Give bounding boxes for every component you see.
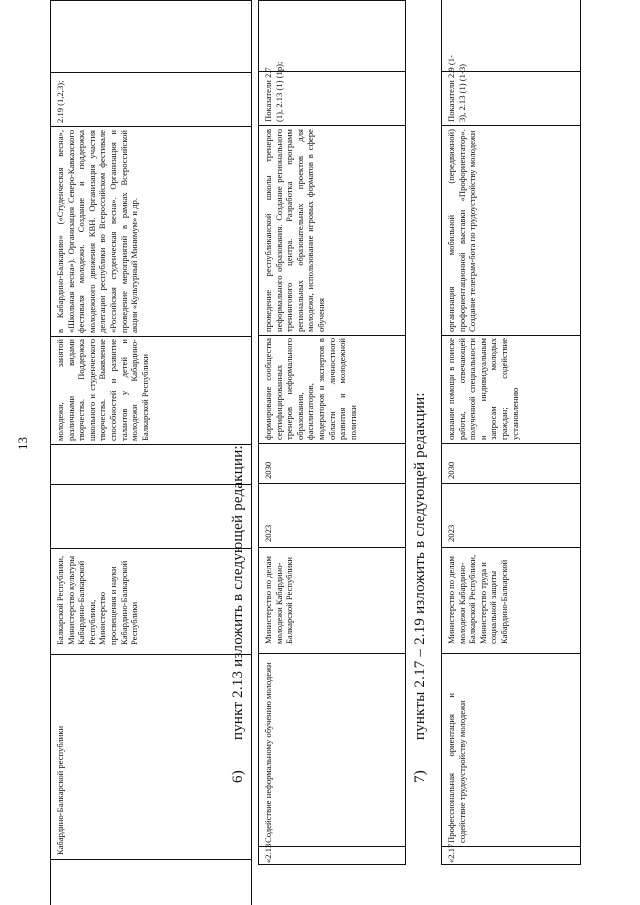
section-6-heading: пункт 2.13 изложить в следующей редакции: xyxy=(230,445,246,740)
table-2-13-result: формирование сообщества сертифицированных тренеров неформального образования, фасилитаторов, модераторов и экспертов в области личностного развития и молодежной политики xyxy=(263,338,358,440)
table-2-17-start: 2023 xyxy=(446,524,456,542)
table-2-13-content: проведение республиканской школы тренеров неформального образования. Создание регионального тренингового центра. Разработка программ региональных образовательных проектов для молодежи, использование игровых форматов в сфере обучения xyxy=(263,129,326,332)
table-2-13-executor: Министерство по делам молодежи Кабардино-Балкарской Республики xyxy=(263,556,295,644)
table-2-13-indicators: Показатели 2.7 (1), 2.13 (1) (1р); xyxy=(263,61,284,122)
table-2-13-end: 2030 xyxy=(263,461,273,479)
table-2-17-result: оказание помощи в поиске работы, отвечающей полученной специальности и индивидуальным запросам молодых граждан; содействие установлению xyxy=(446,338,520,440)
table-2-17-end: 2030 xyxy=(446,461,456,479)
table-2-13-start: 2023 xyxy=(263,524,273,542)
table-2-17 xyxy=(441,0,581,865)
table-2-17-executor: Министерство по делам молодежи Кабардино-Балкарской Республики, Министерство труда и социальной защиты Кабардино-Балкарской xyxy=(446,554,509,644)
section-7-heading: пункты 2.17 – 2.19 изложить в следующей редакции: xyxy=(412,392,428,740)
section-7-marker: 7) xyxy=(412,770,428,783)
table-top xyxy=(50,0,252,905)
table-2-13-name: Содействие неформальному обучению молодежи xyxy=(263,662,273,843)
table-2-17-content: организация мобильной (передвижной) профориентационной выставки «Профориентатор». Создание телеграм-бота по трудоустройству молодежи xyxy=(446,129,478,332)
table-top-result-cell: молодежи, занятой различными видами творчества. Поддержка школьного и студенческого творчества. Выявление способностей и развитие талантов у детей и молодежи Кабардино-Балкарской Республики xyxy=(55,339,150,441)
table-2-17-num: «2.17 xyxy=(446,843,456,863)
table-top-content-cell: в Кабардино-Балкарию» («Студенческая весна», «Школьная весна»). Организация Северо-Кавказского фестиваля молодежи. Создание и поддержка молодежного движения КВН. Организация участия делегации республики во Всероссийском фестивале «Российская студенческая весна». Организация и проведение мероприятий в рамках Всероссийской акции «Культурный Минимум» и др. xyxy=(55,130,140,333)
table-top-executor-cell: Балкарской Республики, Министерство культуры Кабардино-Балкарской Республики, Министерство просвещения и науки Кабардино-Балкарской Республики xyxy=(55,555,140,645)
table-top-indicators-cell: 2.19 (1,2,3); xyxy=(55,80,65,123)
table-2-13-num: «2.13 xyxy=(263,843,273,863)
table-2-17-indicators: Показатели 2.9 (1-3), 2.13 (1) (1-3) xyxy=(446,55,467,122)
page-number: 13 xyxy=(15,437,30,450)
table-top-region-cell: Кабардино-Балкарской республики xyxy=(55,725,65,855)
table-2-17-name: Профессиональная ориентация и содействие трудоустройству молодежи xyxy=(446,693,467,843)
section-6-marker: 6) xyxy=(230,770,246,783)
table-2-13 xyxy=(258,0,406,865)
